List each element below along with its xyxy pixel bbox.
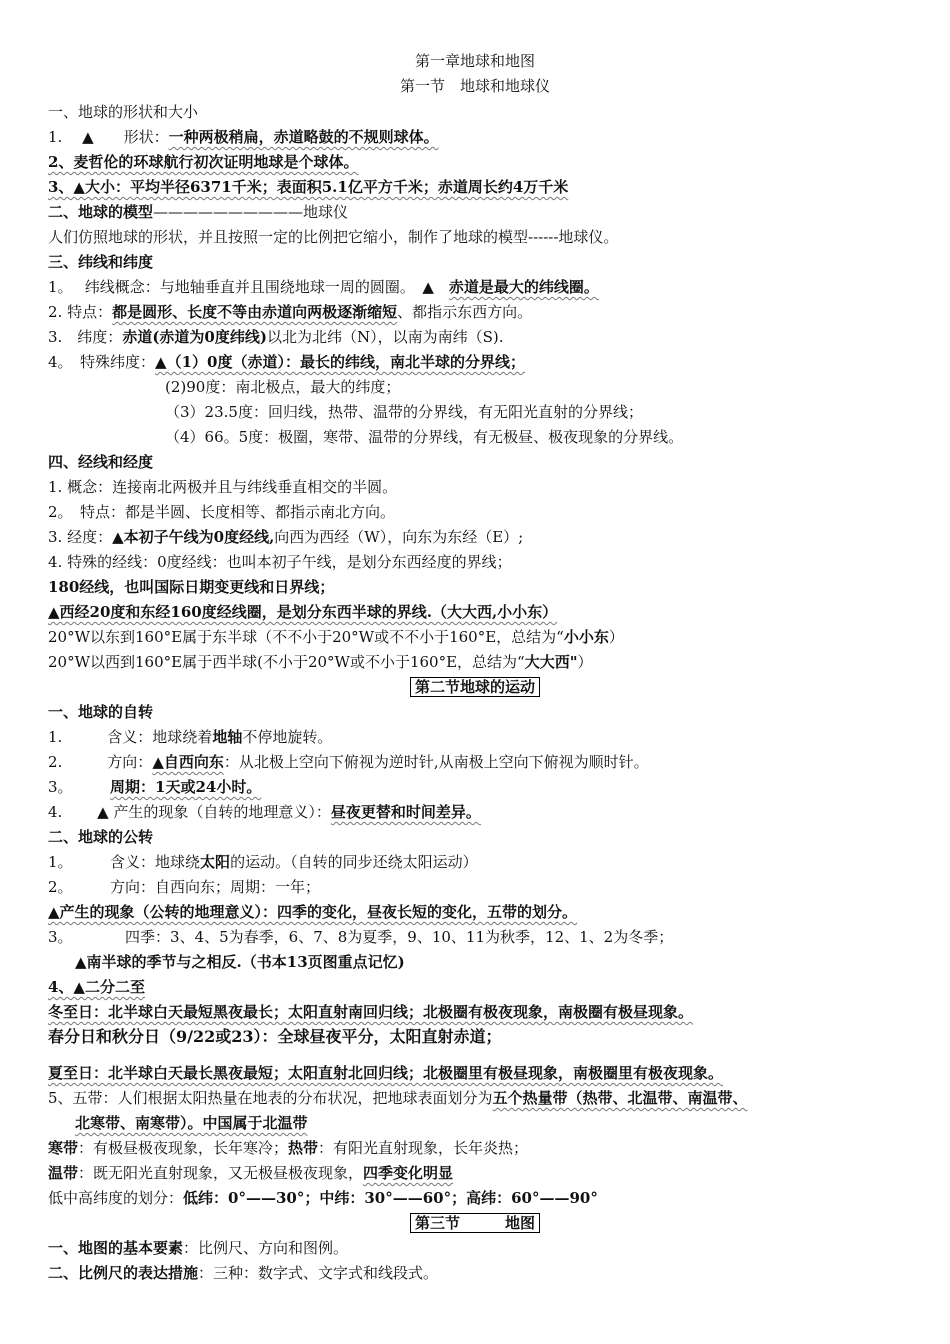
longitude-line-6: ▲西经20度和东经160度经线圈，是划分东西半球的界线.（大大西,小小东） [48,603,558,621]
revolution-line-2: 2。 方向：自西向东；周期：一年； [48,878,321,896]
longitude-heading: 四、经线和经度 [48,453,154,471]
zones-line-2: 北寒带、南寒带）。中国属于北温带 [75,1114,308,1132]
section-3-title-wrap [0,1212,950,1234]
rotation-line-2: 2. 方向：▲自西向东：从北极上空向下俯视为逆时针,从南极上空向下俯视为顺时针。 [48,753,649,771]
zones-line-1: 5、五带：人们根据太阳热量在地表的分布状况，把地球表面划分为五个热量带（热带、北温带、南温带、 [48,1089,748,1107]
zones-line-4: 温带：既无阳光直射现象，又无极昼极夜现象，四季变化明显 [48,1164,454,1182]
longitude-line-7: 20°W以东到160°E属于东半球（不不小于20°W或不不小于160°E，总结为“小小东） [48,628,624,646]
latitude-line-2: 2. 特点：都是圆形、长度不等由赤道向两极逐渐缩短、都指示东西方向。 [48,303,533,321]
revolution-line-3: ▲产生的现象（公转的地理意义）：四季的变化，昼夜长短的变化，五带的划分。 [48,903,578,921]
latitude-line-1: 1。 纬线概念：与地轴垂直并且围绕地球一周的圆圈。 ▲ 赤道是最大的纬线圈。 [48,278,599,296]
shape-heading: 一、地球的形状和大小 [48,103,199,121]
emphasis-text: 一种两极稍扁，赤道略鼓的不规则球体。 [168,128,439,146]
summer-solstice-line: 夏至日：北半球白天最长黑夜最短；太阳直射北回归线；北极圈里有极昼现象，南极圈里有极夜现象。 [48,1064,724,1082]
equinox-line: 春分日和秋分日（9/22或23）：全球昼夜平分，太阳直射赤道； [48,1027,502,1046]
latitude-line-4-3: （3）23.5度：回归线，热带、温带的分界线，有无阳光直射的分界线； [165,403,643,421]
latitude-line-4-2: (2)90度：南北极点，最大的纬度； [165,378,401,396]
winter-solstice-line: 冬至日：北半球白天最短黑夜最长；太阳直射南回归线；北极圈有极夜现象，南极圈有极昼现象。 [48,1003,694,1021]
section-3-title: 第三节 地图 [410,1213,540,1233]
latitude-line-4-4: （4）66。5度：极圈，寒带、温带的分界线，有无极昼、极夜现象的分界线。 [165,428,684,446]
line-magellan: 2、麦哲伦的环球航行初次证明地球是个球体。 [48,153,359,171]
line-shape: 1. ▲ 形状：一种两极稍扁，赤道略鼓的不规则球体。 [48,128,439,146]
longitude-line-2: 2。 特点：都是半圆、长度相等、都指示南北方向。 [48,503,396,521]
revolution-line-5: ▲南半球的季节与之相反.（书本13页图重点记忆) [75,953,405,971]
revolution-line-6: 4、▲二分二至 [48,978,145,996]
longitude-line-8: 20°W以西到160°E属于西半球(不小于20°W或不小于160°E，总结为“大大西"） [48,653,593,671]
rotation-heading: 一、地球的自转 [48,703,154,721]
chapter-title: 第一章地球和地图 [414,52,535,70]
model-heading: 二、地球的模型——————————地球仪 [48,203,349,221]
latitude-heading: 三、纬线和纬度 [48,253,154,271]
longitude-line-3: 3. 经度：▲本初子午线为0度经线,向西为西经（W），向东为东经（E）; [48,528,524,546]
rotation-line-1: 1. 含义：地球绕着地轴不停地旋转。 [48,728,333,746]
zones-line-3: 寒带：有极昼极夜现象，长年寒冷；热带：有阳光直射现象，长年炎热； [48,1139,529,1157]
map-line-1: 一、地图的基本要素：比例尺、方向和图例。 [48,1239,349,1257]
revolution-line-1: 1。 含义：地球绕太阳的运动。（自转的同步还绕太阳运动） [48,853,478,871]
longitude-line-4: 4. 特殊的经线：0度经线：也叫本初子午线，是划分东西经度的界线； [48,553,512,571]
map-line-2: 二、比例尺的表达措施：三种：数字式、文字式和线段式。 [48,1264,439,1282]
longitude-line-1: 1. 概念：连接南北两极并且与纬线垂直相交的半圆。 [48,478,398,496]
latitude-line-3: 3. 纬度：赤道(赤道为0度纬线)以北为北纬（N），以南为南纬（S). [48,328,504,346]
revolution-heading: 二、地球的公转 [48,828,154,846]
zones-line-5: 低中高纬度的划分：低纬：0°——30°；中纬：30°——60°；高纬：60°——90° [48,1189,598,1207]
longitude-line-5: 180经线，也叫国际日期变更线和日界线； [48,578,335,596]
section-1-title: 第一节 地球和地球仪 [399,77,550,95]
line-size: 3、▲大小：平均半径6371千米；表面积5.1亿平方千米；赤道周长约4万千米 [48,178,569,196]
latitude-line-4: 4。 特殊纬度：▲（1）0度（赤道）：最长的纬线，南北半球的分界线； [48,353,525,371]
model-text: 人们仿照地球的形状，并且按照一定的比例把它缩小，制作了地球的模型------地球仪。 [48,228,619,246]
section-2-title: 第二节地球的运动 [410,677,540,697]
revolution-line-4: 3。 四季：3、4、5为春季，6、7、8为夏季，9、10、11为秋季，12、1、2为冬季； [48,928,674,946]
rotation-line-3: 3。 周期：1天或24小时。 [48,778,262,796]
section-2-title-wrap [0,676,950,698]
rotation-line-4: 4. ▲ 产生的现象（自转的地理意义）：昼夜更替和时间差异。 [48,803,481,821]
